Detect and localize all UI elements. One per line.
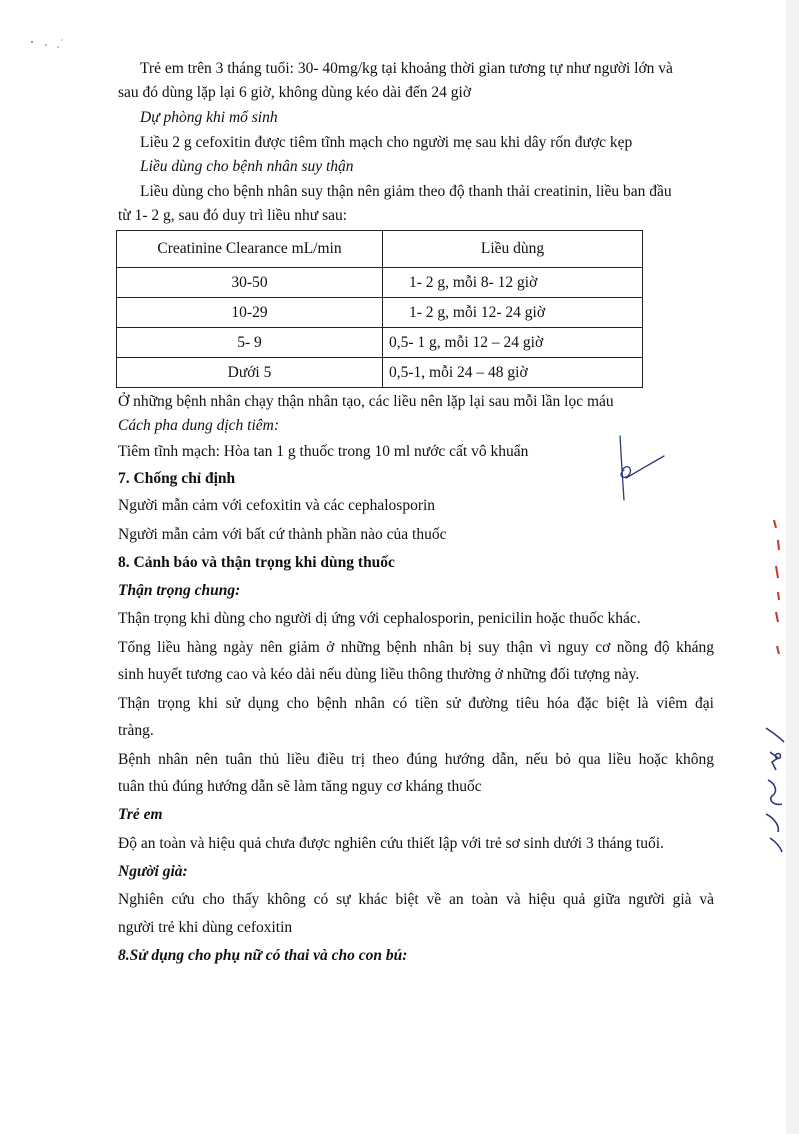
table-cell-dose: 1- 2 g, mỗi 8- 12 giờ: [383, 268, 643, 298]
table-cell-dose: 0,5-1, mỗi 24 – 48 giờ: [383, 358, 643, 388]
table-row: [117, 358, 643, 388]
table-cell-clearance: Dưới 5: [117, 358, 383, 388]
precaution-renal-line-2: sinh huyết tương cao và kéo dài nếu dùng liều thông thường ở những đối tượng này.: [118, 666, 640, 683]
renal-dosage-line-1: Liều dùng cho bệnh nhân suy thận nên giảm theo độ thanh thải creatinin, liều ban đầu: [140, 183, 672, 200]
scan-edge-shadow: [786, 0, 799, 1134]
elderly-text-line-2: người trẻ khi dùng cefoxitin: [118, 919, 293, 936]
seal-fragment: [766, 728, 784, 852]
scan-specks: [31, 39, 63, 48]
contraindication-1: Người mẫn cảm với cefoxitin và các cephalosporin: [118, 497, 436, 514]
dosage-children-line-2: sau đó dùng lặp lại 6 giờ, không dùng kéo dài đến 24 giờ: [118, 84, 472, 101]
signature-mark: [620, 436, 664, 500]
table-row: [117, 328, 643, 358]
table-cell-dose: 0,5- 1 g, mỗi 12 – 24 giờ: [383, 328, 643, 358]
table-cell-clearance: 10-29: [117, 298, 383, 328]
table-header-dose: Liều dùng: [383, 231, 643, 268]
precaution-allergy: Thận trọng khi dùng cho người dị ứng với cephalosporin, penicilin hoặc thuốc khác.: [118, 610, 641, 627]
table-cell-clearance: 30-50: [117, 268, 383, 298]
preparation-text: Tiêm tĩnh mạch: Hòa tan 1 g thuốc trong 10 ml nước cất vô khuẩn: [118, 443, 529, 460]
precaution-compliance-line-1: Bệnh nhân nên tuân thủ liều điều trị theo đúng hướng dẫn, nếu bỏ qua liều hoặc không: [118, 751, 714, 768]
dialysis-note: Ở những bệnh nhân chạy thận nhân tạo, các liều nên lặp lại sau mỗi lần lọc máu: [118, 393, 614, 410]
subheading-elderly: Người già:: [118, 863, 188, 880]
subheading-preparation: Cách pha dung dịch tiêm:: [118, 417, 280, 434]
subheading-cesarean-prophylaxis: Dự phòng khi mổ sinh: [140, 109, 278, 126]
precaution-gi-line-2: tràng.: [118, 722, 154, 739]
precaution-gi-line-1: Thận trọng khi sử dụng cho bệnh nhân có tiền sử đường tiêu hóa đặc biệt là viêm đại: [118, 695, 714, 712]
dosage-children-line-1: Trẻ em trên 3 tháng tuổi: 30- 40mg/kg tại khoảng thời gian tương tự như người lớn và: [140, 60, 673, 77]
precaution-renal-line-1: Tổng liều hàng ngày nên giảm ở những bệnh nhân bị suy thận vì nguy cơ nồng độ kháng: [118, 639, 714, 656]
table-row: [117, 268, 643, 298]
subheading-general-precautions: Thận trọng chung:: [118, 582, 241, 599]
table-header-clearance: Creatinine Clearance mL/min: [117, 231, 383, 268]
elderly-text-line-1: Nghiên cứu cho thấy không có sự khác biệt về an toàn và hiệu quả giữa người già và: [118, 891, 714, 908]
subheading-renal-dosage: Liều dùng cho bệnh nhân suy thận: [140, 158, 354, 175]
section-pregnancy-heading: 8.Sử dụng cho phụ nữ có thai và cho con bú:: [118, 947, 408, 964]
table-cell-clearance: 5- 9: [117, 328, 383, 358]
table-header-row: [117, 231, 643, 268]
cesarean-dose-text: Liều 2 g cefoxitin được tiêm tĩnh mạch cho người mẹ sau khi dây rốn được kẹp: [140, 134, 633, 151]
section-8-heading: 8. Cảnh báo và thận trọng khi dùng thuốc: [118, 554, 395, 571]
renal-dose-table: [116, 230, 643, 388]
precaution-compliance-line-2: tuân thủ đúng hướng dẫn sẽ làm tăng nguy cơ kháng thuốc: [118, 778, 482, 795]
children-safety-text: Độ an toàn và hiệu quả chưa được nghiên cứu thiết lập với trẻ sơ sinh dưới 3 tháng tuổi.: [118, 835, 664, 852]
table-row: [117, 298, 643, 328]
section-7-heading: 7. Chống chỉ định: [118, 470, 236, 487]
renal-dosage-line-2: từ 1- 2 g, sau đó duy trì liều như sau:: [118, 207, 348, 224]
table-cell-dose: 1- 2 g, mỗi 12- 24 giờ: [383, 298, 643, 328]
stamp-fragment: [774, 520, 779, 654]
contraindication-2: Người mẫn cảm với bất cứ thành phần nào của thuốc: [118, 526, 447, 543]
subheading-children: Trẻ em: [118, 806, 163, 823]
